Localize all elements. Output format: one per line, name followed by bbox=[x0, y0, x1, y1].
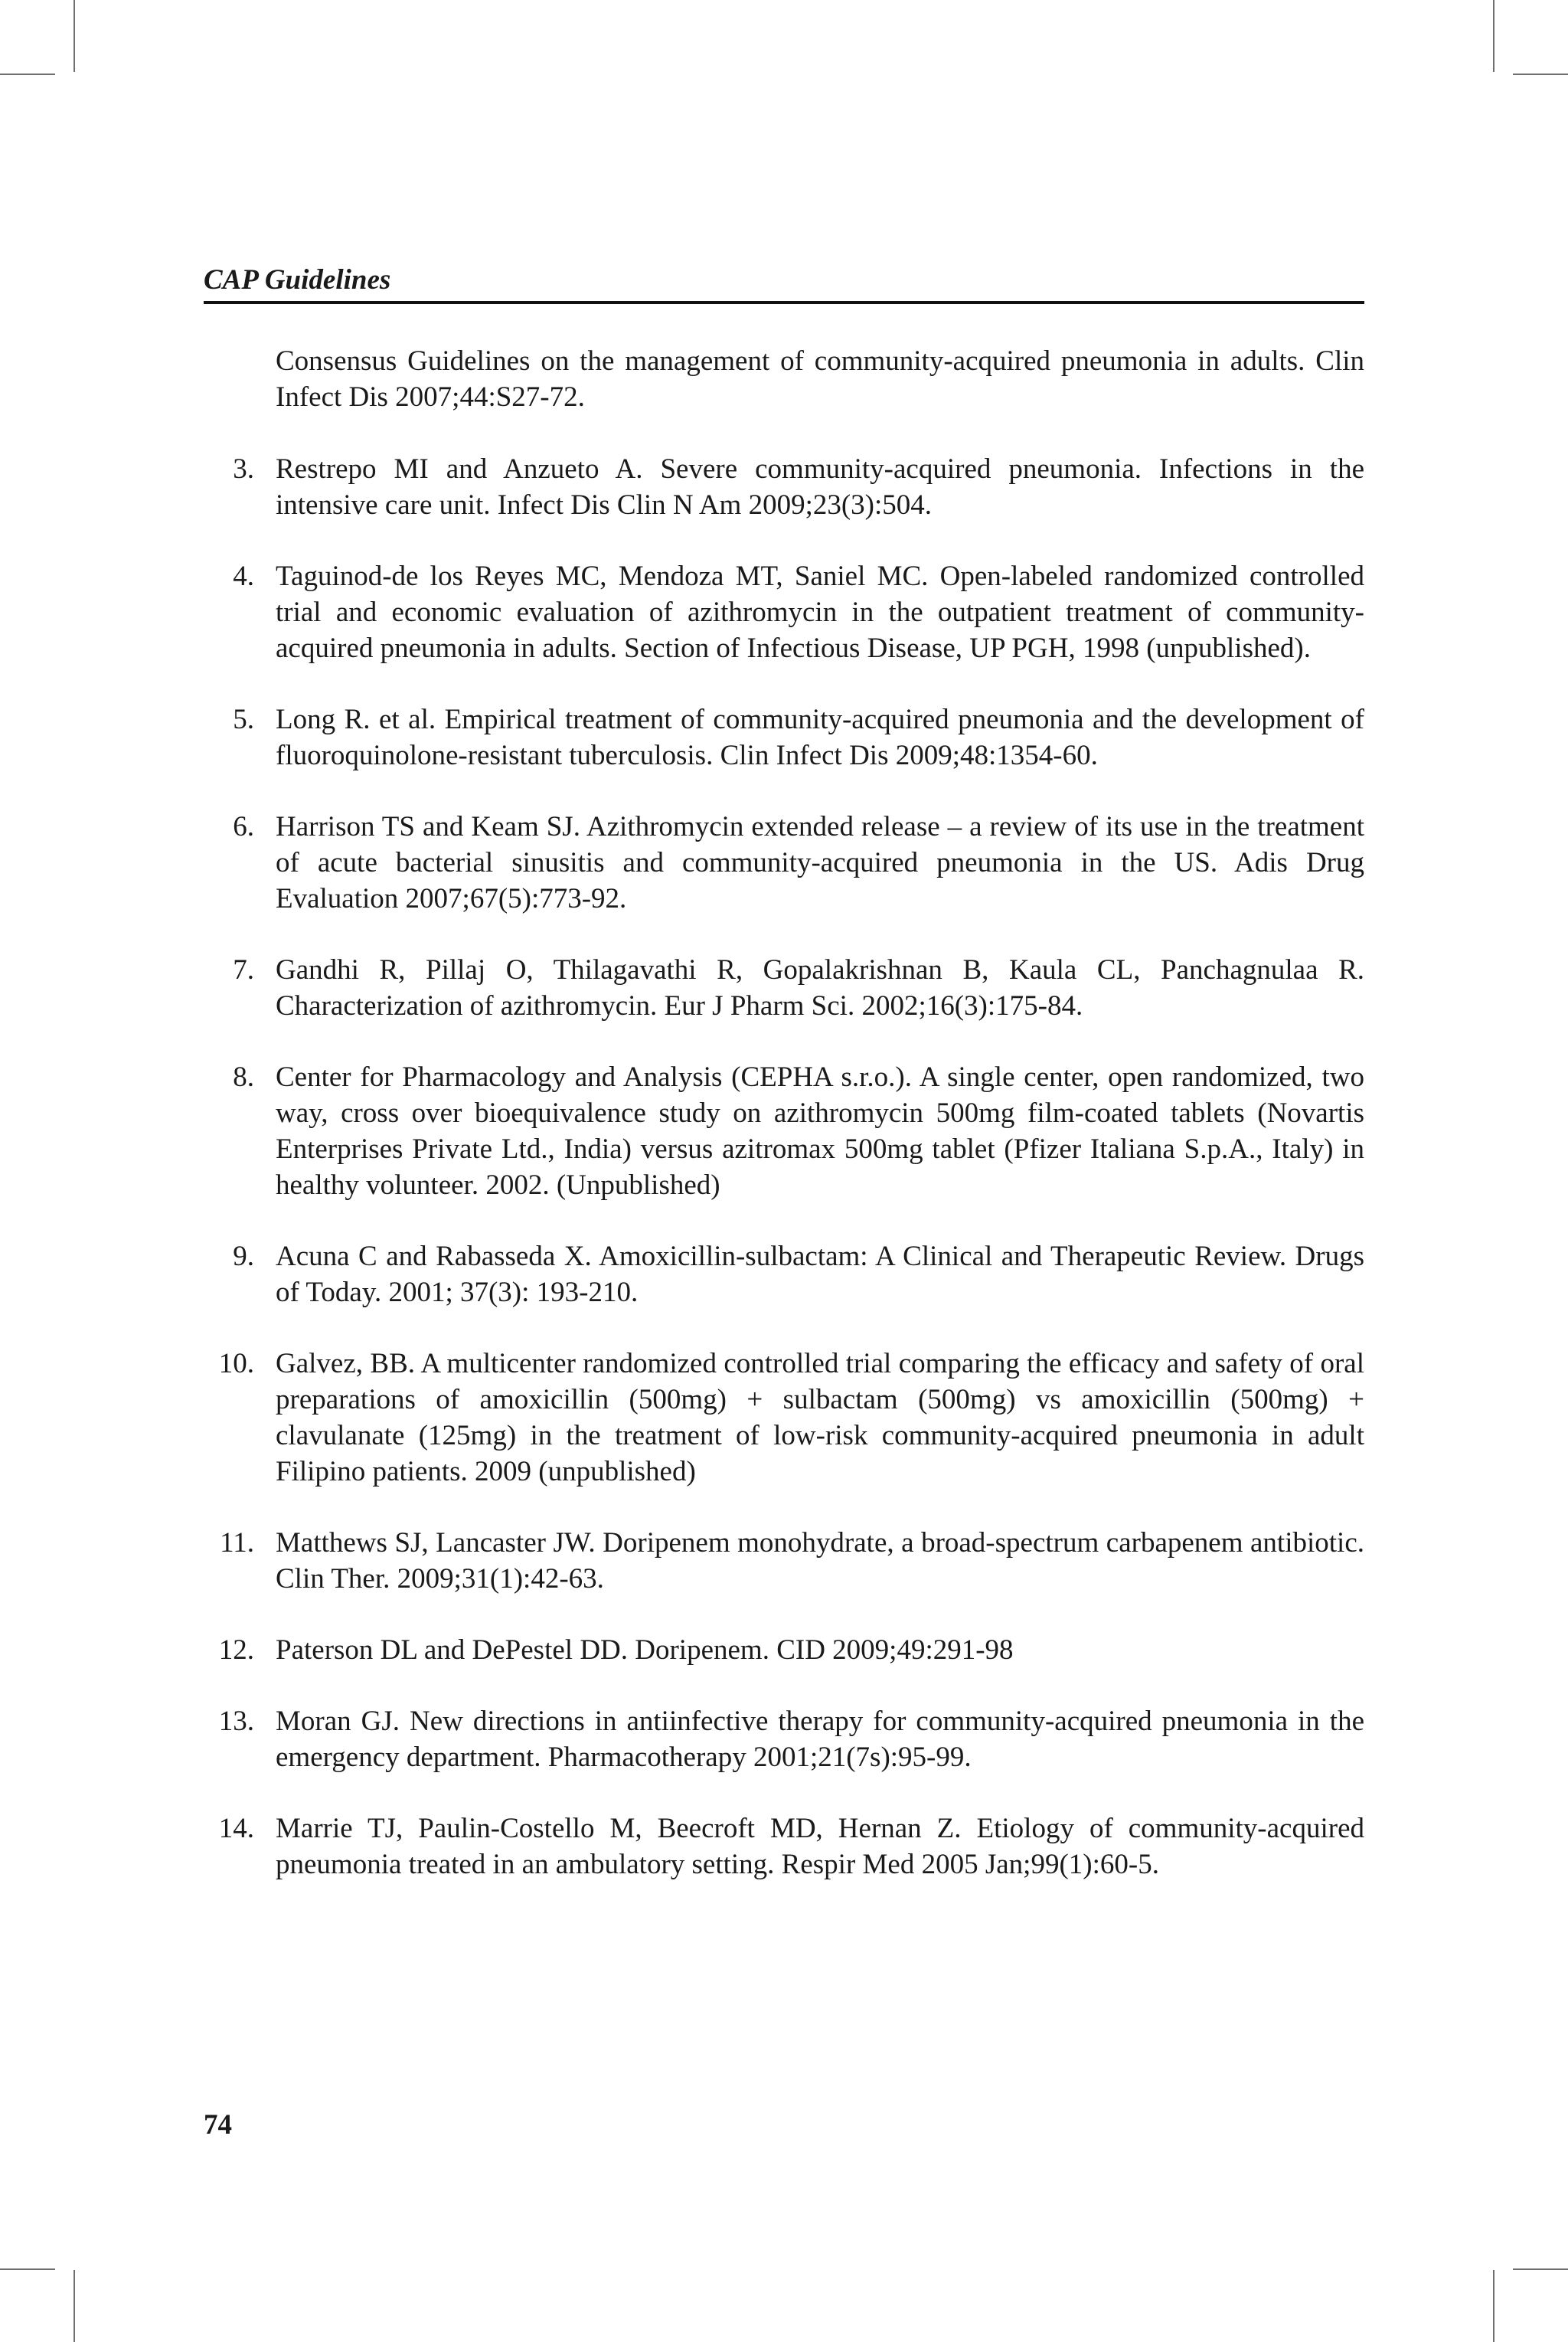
reference-number: 5. bbox=[233, 704, 254, 735]
reference-list bbox=[204, 343, 1364, 1882]
crop-mark bbox=[1513, 74, 1568, 75]
crop-mark bbox=[1493, 0, 1494, 72]
reference-number: 12. bbox=[218, 1634, 254, 1666]
reference-text: Gandhi R, Pillaj O, Thilagavathi R, Gopalakrishnan B, Kaula CL, Panchagnulaa R. Characterization of azithromycin. Eur J Pharm Sci. 2002;16(3):175-84. bbox=[276, 954, 1364, 1022]
page-number: 74 bbox=[204, 2109, 232, 2141]
crop-mark bbox=[74, 0, 75, 72]
reference-item bbox=[204, 702, 1364, 774]
reference-item bbox=[204, 1810, 1364, 1882]
reference-item bbox=[204, 952, 1364, 1024]
reference-item bbox=[204, 1632, 1364, 1668]
reference-number: 4. bbox=[233, 561, 254, 592]
reference-item bbox=[204, 451, 1364, 523]
reference-text: Acuna C and Rabasseda X. Amoxicillin-sulbactam: A Clinical and Therapeutic Review. Drugs of Today. 2001; 37(3): 193-210. bbox=[276, 1241, 1364, 1308]
reference-number: 14. bbox=[218, 1813, 254, 1844]
crop-mark bbox=[1513, 2268, 1568, 2270]
crop-mark bbox=[0, 74, 55, 75]
reference-text: Taguinod-de los Reyes MC, Mendoza MT, Saniel MC. Open-labeled randomized controlled trial and economic evaluation of azithromycin in the outpatient treatment of community-acquired pneumonia in adults. Section of Infectious Disease, UP PGH, 1998 (unpublished). bbox=[276, 561, 1364, 664]
reference-text: Galvez, BB. A multicenter randomized controlled trial comparing the efficacy and safety of oral preparations of amoxicillin (500mg) + sulbactam (500mg) vs amoxicillin (500mg) + clavulanate (125mg) in the treatment of low-risk community-acquired pneumonia in adult Filipino patients. 2009 (unpublished) bbox=[276, 1348, 1364, 1487]
reference-number: 10. bbox=[218, 1348, 254, 1379]
reference-item bbox=[204, 1703, 1364, 1775]
reference-number: 3. bbox=[233, 453, 254, 485]
reference-item bbox=[204, 1059, 1364, 1203]
reference-text: Long R. et al. Empirical treatment of community-acquired pneumonia and the development of fluoroquinolone-resistant tuberculosis. Clin Infect Dis 2009;48:1354-60. bbox=[276, 704, 1364, 771]
reference-number: 8. bbox=[233, 1061, 254, 1093]
reference-text: Restrepo MI and Anzueto A. Severe community-acquired pneumonia. Infections in the intensive care unit. Infect Dis Clin N Am 2009;23(3):504. bbox=[276, 453, 1364, 521]
crop-mark bbox=[0, 2268, 55, 2270]
reference-text: Moran GJ. New directions in antiinfective therapy for community-acquired pneumonia in the emergency department. Pharmacotherapy 2001;21(7s):95-99. bbox=[276, 1706, 1364, 1773]
reference-text: Consensus Guidelines on the management of community-acquired pneumonia in adults. Clin Infect Dis 2007;44:S27-72. bbox=[276, 345, 1364, 413]
crop-mark bbox=[1493, 2270, 1494, 2342]
running-header bbox=[204, 257, 1364, 304]
header-title: CAP Guidelines bbox=[204, 264, 391, 296]
reference-text: Paterson DL and DePestel DD. Doripenem. CID 2009;49:291-98 bbox=[276, 1634, 1014, 1666]
reference-item bbox=[204, 1525, 1364, 1597]
reference-item bbox=[204, 809, 1364, 917]
reference-number: 11. bbox=[220, 1527, 254, 1559]
crop-mark bbox=[74, 2270, 75, 2342]
reference-number: 13. bbox=[218, 1706, 254, 1737]
reference-number: 6. bbox=[233, 811, 254, 842]
reference-text: Harrison TS and Keam SJ. Azithromycin extended release – a review of its use in the treatment of acute bacterial sinusitis and community-acquired pneumonia in the US. Adis Drug Evaluation 2007;67(5):773-92. bbox=[276, 811, 1364, 914]
reference-number: 9. bbox=[233, 1241, 254, 1272]
reference-item bbox=[204, 1346, 1364, 1490]
reference-text: Matthews SJ, Lancaster JW. Doripenem monohydrate, a broad-spectrum carbapenem antibiotic. Clin Ther. 2009;31(1):42-63. bbox=[276, 1527, 1364, 1595]
reference-number: 7. bbox=[233, 954, 254, 986]
reference-item bbox=[204, 343, 1364, 415]
reference-text: Center for Pharmacology and Analysis (CEPHA s.r.o.). A single center, open randomized, two way, cross over bioequivalence study on azithromycin 500mg film-coated tablets (Novartis Enterprises Private Ltd., India) versus azitromax 500mg tablet (Pfizer Italiana S.p.A., Italy) in healthy volunteer. 2002. (Unpublished) bbox=[276, 1061, 1364, 1201]
reference-text: Marrie TJ, Paulin-Costello M, Beecroft MD, Hernan Z. Etiology of community-acquired pneumonia treated in an ambulatory setting. Respir Med 2005 Jan;99(1):60-5. bbox=[276, 1813, 1364, 1880]
reference-item bbox=[204, 1238, 1364, 1310]
reference-item bbox=[204, 558, 1364, 666]
